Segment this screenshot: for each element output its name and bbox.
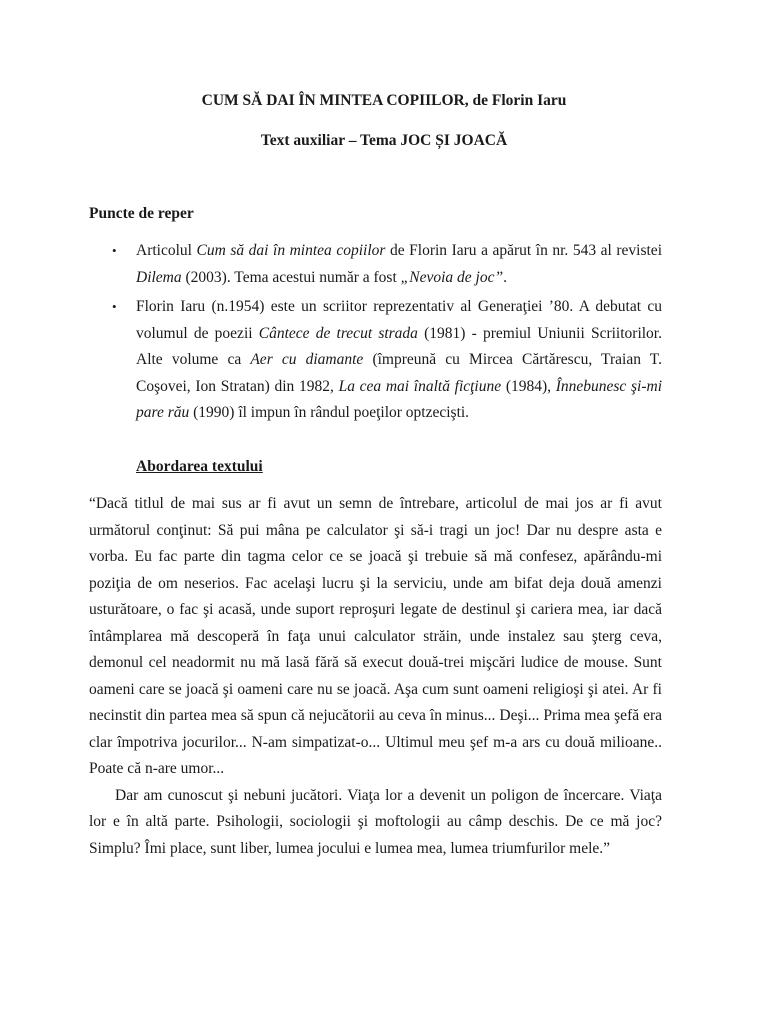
book-title: , La cea mai înaltă ficţiune xyxy=(330,377,502,395)
bullet-text: (1981) - premiul Uniunii Scriitorilor. Alte volume ca xyxy=(136,324,662,368)
book-title: Aer cu diamante xyxy=(250,351,364,368)
list-item xyxy=(112,238,662,291)
bullet-text: . xyxy=(503,268,507,286)
bullet-text: (1990) îl impun în rândul poeţilor optzecişti. xyxy=(189,404,470,421)
paragraph: “Dacă titlul de mai sus ar fi avut un semn de întrebare, articolul de mai jos ar fi avut următorul conţinut: Să pui mâna pe calculator şi să-i tragi un joc! Dar nu despre asta e vorba. Eu fac parte din tagma celor ce se joacă şi trebuie să mă confesez, apărându-mi poziţia de om neserios. Fac acelaşi lucru şi la serviciu, unde am bifat deja două amenzi usturătoare, o fac şi acasă, unde suport reproşuri legate de destinul şi cariera mea, iar dacă întâmplarea mă descoperă în faţa unui calculator străin, unde instalez sau şterg ceva, demonul cel neadormit nu mă lasă fără să execut două-trei mişcări ludice de mouse. Sunt oameni care se joacă şi oameni care nu se joacă. Aşa cum sunt oameni religioşi şi atei. Ar fi necinstit din partea mea să spun că nejucătorii au ceva în minus... Deşi... Prima mea şefă era clar împotriva jocurilor... N-am simpatizat-o... Ultimul meu şef m-a ars cu două milioane.. Poate că n-are umor... xyxy=(89,495,662,777)
book-title: Cântece de trecut strada xyxy=(258,324,418,342)
list-item xyxy=(112,294,662,427)
document-title: CUM SĂ DAI ÎN MINTEA COPIILOR, de Florin Iaru xyxy=(201,92,567,109)
document-subtitle: Text auxiliar – Tema JOC ȘI JOACĂ xyxy=(260,132,508,149)
bullet-list xyxy=(0,238,768,427)
section-heading-abordarea-textului: Abordarea textului xyxy=(136,458,263,475)
bullet-text: (2003). Tema acestui număr a fost xyxy=(181,268,401,286)
magazine-name: Dilema xyxy=(136,268,182,286)
quoted-text xyxy=(89,491,662,862)
section-heading-puncte-de-reper: Puncte de reper xyxy=(89,205,194,222)
bullet-icon: • xyxy=(112,243,117,258)
bullet-text: Florin Iaru (n.1954) este un scriitor reprezentativ al Generaţiei ’80. A debutat cu volumul de poezii xyxy=(136,298,662,342)
book-title: Înnebunesc şi-mi pare rău xyxy=(136,377,662,421)
bullet-icon: • xyxy=(112,299,117,314)
bullet-text: (împreună cu Mircea Cărtărescu, Traian T. Coşovei, Ion Stratan) din 1982 xyxy=(136,351,662,395)
bullet-text: de Florin Iaru a apărut în nr. 543 al revistei xyxy=(385,242,662,259)
issue-theme: „Nevoia de joc” xyxy=(400,268,504,286)
article-title: Cum să dai în mintea copiilor xyxy=(196,242,386,259)
bullet-text: Articolul xyxy=(136,242,197,259)
paragraph: Dar am cunoscut şi nebuni jucători. Viaţa lor a devenit un poligon de încercare. Viaţa lor e în altă parte. Psihologii, sociologii şi moftologii au câmp deschis. De ce mă joc? Simplu? Îmi place, sunt liber, lumea jocului e lumea mea, lumea triumfurilor mele.” xyxy=(89,786,662,857)
bullet-text: (1984), xyxy=(501,377,556,395)
